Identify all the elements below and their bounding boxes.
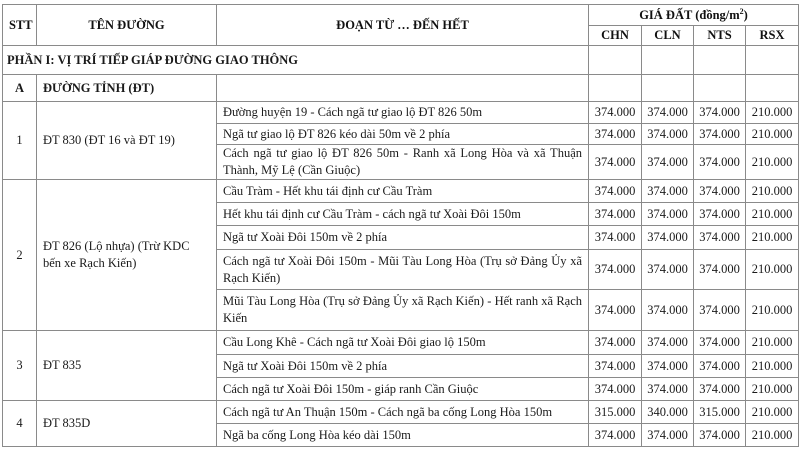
segment-doan: Ngã tư giao lộ ĐT 826 kéo dài 50m về 2 phía	[217, 124, 589, 145]
price-nts: 374.000	[694, 331, 746, 355]
empty-cell	[589, 46, 642, 75]
price-nts: 374.000	[694, 145, 746, 180]
land-price-table	[2, 4, 799, 447]
price-chn: 374.000	[589, 331, 642, 355]
price-nts: 374.000	[694, 250, 746, 290]
price-nts: 374.000	[694, 355, 746, 378]
header-chn: CHN	[589, 26, 642, 46]
road-name: ĐT 835	[37, 331, 217, 401]
segment-doan: Ngã tư Xoài Đôi 150m về 2 phía	[217, 355, 589, 378]
empty-cell	[217, 75, 589, 102]
price-rsx: 210.000	[746, 203, 799, 226]
price-chn: 374.000	[589, 290, 642, 331]
price-rsx: 210.000	[746, 180, 799, 203]
table-row	[3, 180, 799, 203]
price-cln: 374.000	[642, 180, 694, 203]
table-row	[3, 102, 799, 124]
price-nts: 374.000	[694, 378, 746, 401]
group-stt: A	[3, 75, 37, 102]
empty-cell	[746, 46, 799, 75]
price-rsx: 210.000	[746, 290, 799, 331]
price-chn: 374.000	[589, 226, 642, 250]
road-name: ĐT 826 (Lộ nhựa) (Trừ KDC bến xe Rạch Kiến)	[37, 180, 217, 331]
price-rsx: 210.000	[746, 401, 799, 424]
segment-doan: Cách ngã tư Xoài Đôi 150m - giáp ranh Cần Giuộc	[217, 378, 589, 401]
price-cln: 340.000	[642, 401, 694, 424]
price-cln: 374.000	[642, 226, 694, 250]
price-chn: 374.000	[589, 424, 642, 447]
empty-cell	[694, 75, 746, 102]
segment-doan: Mũi Tàu Long Hòa (Trụ sở Đảng Ủy xã Rạch Kiến) - Hết ranh xã Rạch Kiến	[217, 290, 589, 331]
price-cln: 374.000	[642, 378, 694, 401]
price-cln: 374.000	[642, 102, 694, 124]
price-nts: 374.000	[694, 203, 746, 226]
price-rsx: 210.000	[746, 226, 799, 250]
price-rsx: 210.000	[746, 124, 799, 145]
segment-doan: Đường huyện 19 - Cách ngã tư giao lộ ĐT 826 50m	[217, 102, 589, 124]
header-row-1	[3, 5, 799, 26]
segment-doan: Hết khu tái định cư Cầu Tràm - cách ngã tư Xoài Đôi 150m	[217, 203, 589, 226]
price-nts: 315.000	[694, 401, 746, 424]
price-cln: 374.000	[642, 424, 694, 447]
segment-doan: Cầu Long Khê - Cách ngã tư Xoài Đôi giao lộ 150m	[217, 331, 589, 355]
section-title: PHẦN I: VỊ TRÍ TIẾP GIÁP ĐƯỜNG GIAO THÔNG	[3, 46, 589, 75]
price-rsx: 210.000	[746, 378, 799, 401]
header-nts: NTS	[694, 26, 746, 46]
price-chn: 374.000	[589, 250, 642, 290]
header-gia-dat-sup: 2	[739, 6, 744, 16]
price-nts: 374.000	[694, 290, 746, 331]
header-cln: CLN	[642, 26, 694, 46]
price-cln: 374.000	[642, 145, 694, 180]
price-rsx: 210.000	[746, 102, 799, 124]
empty-cell	[642, 46, 694, 75]
table-row	[3, 331, 799, 355]
price-nts: 374.000	[694, 180, 746, 203]
segment-doan: Ngã tư Xoài Đôi 150m về 2 phía	[217, 226, 589, 250]
table-row	[3, 401, 799, 424]
price-chn: 315.000	[589, 401, 642, 424]
header-stt: STT	[3, 5, 37, 46]
section-row	[3, 46, 799, 75]
price-chn: 374.000	[589, 378, 642, 401]
price-rsx: 210.000	[746, 424, 799, 447]
header-rsx: RSX	[746, 26, 799, 46]
price-rsx: 210.000	[746, 331, 799, 355]
price-chn: 374.000	[589, 145, 642, 180]
price-chn: 374.000	[589, 124, 642, 145]
price-cln: 374.000	[642, 290, 694, 331]
price-rsx: 210.000	[746, 355, 799, 378]
segment-doan: Ngã ba cống Long Hòa kéo dài 150m	[217, 424, 589, 447]
segment-doan: Cầu Tràm - Hết khu tái định cư Cầu Tràm	[217, 180, 589, 203]
segment-doan: Cách ngã tư Xoài Đôi 150m - Mũi Tàu Long Hòa (Trụ sở Đảng Ủy xã Rạch Kiến)	[217, 250, 589, 290]
empty-cell	[746, 75, 799, 102]
price-cln: 374.000	[642, 331, 694, 355]
road-stt: 1	[3, 102, 37, 180]
price-nts: 374.000	[694, 102, 746, 124]
header-gia-dat	[589, 5, 799, 26]
price-cln: 374.000	[642, 250, 694, 290]
price-cln: 374.000	[642, 355, 694, 378]
segment-doan: Cách ngã tư An Thuận 150m - Cách ngã ba cống Long Hòa 150m	[217, 401, 589, 424]
group-title: ĐƯỜNG TỈNH (ĐT)	[37, 75, 217, 102]
header-doan: ĐOẠN TỪ … ĐẾN HẾT	[217, 5, 589, 46]
empty-cell	[642, 75, 694, 102]
price-nts: 374.000	[694, 424, 746, 447]
price-cln: 374.000	[642, 203, 694, 226]
empty-cell	[694, 46, 746, 75]
price-rsx: 210.000	[746, 145, 799, 180]
header-gia-dat-close: )	[743, 7, 748, 22]
road-name: ĐT 830 (ĐT 16 và ĐT 19)	[37, 102, 217, 180]
header-ten-duong: TÊN ĐƯỜNG	[37, 5, 217, 46]
road-stt: 4	[3, 401, 37, 447]
price-cln: 374.000	[642, 124, 694, 145]
road-stt: 3	[3, 331, 37, 401]
segment-doan: Cách ngã tư giao lộ ĐT 826 50m - Ranh xã Long Hòa và xã Thuận Thành, Mỹ Lệ (Cần Giuộc)	[217, 145, 589, 180]
road-stt: 2	[3, 180, 37, 331]
price-chn: 374.000	[589, 180, 642, 203]
empty-cell	[589, 75, 642, 102]
price-nts: 374.000	[694, 226, 746, 250]
price-chn: 374.000	[589, 355, 642, 378]
header-gia-dat-label: GIÁ ĐẤT (đồng/m	[639, 7, 740, 22]
price-chn: 374.000	[589, 102, 642, 124]
price-chn: 374.000	[589, 203, 642, 226]
price-rsx: 210.000	[746, 250, 799, 290]
group-row	[3, 75, 799, 102]
price-nts: 374.000	[694, 124, 746, 145]
road-name: ĐT 835D	[37, 401, 217, 447]
